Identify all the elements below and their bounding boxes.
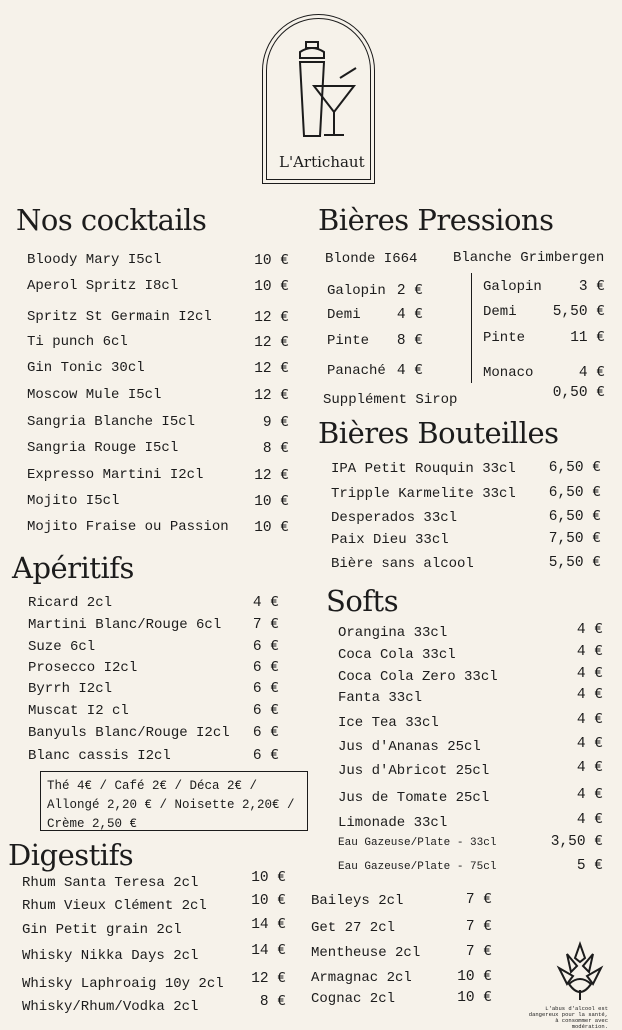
menu-item-price: 6,50 € [548, 485, 601, 501]
hot-drinks-line: Crème 2,50 € [47, 817, 138, 831]
menu-item-name: Whisky Nikka Days 2cl [22, 948, 199, 964]
menu-item-name: Ice Tea 33cl [338, 715, 439, 731]
aperitifs-title: Apéritifs [12, 551, 134, 585]
menu-item-price: 4 € [576, 666, 603, 682]
menu-item-name: Monaco [483, 365, 534, 381]
menu-item-name: Pinte [483, 330, 526, 346]
menu-item-name: Demi [483, 304, 517, 320]
menu-item-price: 5,50 € [552, 304, 605, 320]
menu-item-name: Rhum Vieux Clément 2cl [22, 898, 207, 914]
menu-item-price: 14 € [251, 917, 286, 933]
menu-item-price: 4 € [576, 622, 603, 638]
menu-item-price: 5 € [576, 858, 603, 874]
menu-item-price: 7 € [252, 617, 279, 633]
menu-item-price: 10 € [254, 253, 289, 269]
menu-item-name: Armagnac 2cl [311, 970, 412, 986]
menu-item-price: 12 € [254, 468, 289, 484]
menu-item-name: Mojito Fraise ou Passion [27, 519, 229, 535]
menu-item-price: 12 € [254, 361, 289, 377]
artichoke-icon [555, 940, 605, 1002]
menu-item-price: 6 € [252, 639, 279, 655]
menu-item-name: Spritz St Germain I2cl [27, 309, 212, 325]
menu-item-price: 4 € [576, 687, 603, 703]
menu-item-price: 6 € [252, 748, 279, 764]
menu-item-price: 12 € [254, 310, 289, 326]
menu-item-name: Whisky/Rhum/Vodka 2cl [22, 999, 199, 1015]
menu-item-price: 14 € [251, 943, 286, 959]
menu-item-price: 4 € [576, 736, 603, 752]
menu-item-name: Prosecco I2cl [28, 660, 138, 676]
menu-item-price: 4 € [576, 644, 603, 660]
menu-item-name: Coca Cola 33cl [338, 647, 456, 663]
menu-item-price: 5,50 € [548, 555, 601, 571]
menu-item-name: Bloody Mary I5cl [27, 252, 162, 268]
menu-item-price: 8 € [259, 994, 286, 1010]
menu-item-price: 7 € [465, 919, 492, 935]
menu-item-name: Eau Gazeuse/Plate - 33cl [338, 837, 497, 849]
menu-item-name: Ti punch 6cl [27, 334, 128, 350]
menu-item-name: Fanta 33cl [338, 690, 423, 706]
menu-item-name: Ricard 2cl [28, 595, 113, 611]
menu-item-price: 10 € [251, 893, 286, 909]
menu-item-price: 4 € [252, 595, 279, 611]
menu-item-name: Limonade 33cl [338, 815, 448, 831]
menu-item-name: Banyuls Blanc/Rouge I2cl [28, 725, 230, 741]
syrup-price: 0,50 € [552, 385, 605, 401]
hot-drinks-box [40, 771, 308, 831]
menu-item-price: 6 € [252, 703, 279, 719]
menu-item-name: Jus d'Ananas 25cl [338, 739, 481, 755]
menu-item-price: 6 € [252, 660, 279, 676]
menu-item-price: 10 € [457, 990, 492, 1006]
menu-item-price: 8 € [396, 333, 423, 349]
menu-item-price: 7 € [465, 944, 492, 960]
pression-title: Bières Pressions [318, 203, 554, 237]
menu-item-price: 2 € [396, 283, 423, 299]
hot-drinks-line: Allongé 2,20 € / Noisette 2,20€ / [47, 798, 295, 812]
menu-item-name: Cognac 2cl [311, 991, 396, 1007]
menu-item-price: 12 € [251, 971, 286, 987]
menu-item-price: 12 € [254, 335, 289, 351]
menu-item-price: 3 € [578, 279, 605, 295]
menu-item-price: 4 € [396, 307, 423, 323]
menu-item-name: Baileys 2cl [311, 893, 404, 909]
menu-item-name: Galopin [483, 279, 542, 295]
menu-item-name: Mentheuse 2cl [311, 945, 421, 961]
menu-item-price: 10 € [251, 870, 286, 886]
menu-item-name: Blanc cassis I2cl [28, 748, 171, 764]
menu-item-price: 10 € [457, 969, 492, 985]
menu-item-price: 4 € [396, 363, 423, 379]
menu-item-name: Whisky Laphroaig 10y 2cl [22, 976, 224, 992]
menu-item-name: Byrrh I2cl [28, 681, 113, 697]
menu-item-price: 6,50 € [548, 460, 601, 476]
menu-item-price: 10 € [254, 520, 289, 536]
menu-item-price: 4 € [576, 760, 603, 776]
menu-item-name: Pinte [327, 333, 370, 349]
menu-item-name: Gin Tonic 30cl [27, 360, 145, 376]
cocktail-shaker-icon [290, 38, 360, 143]
menu-item-name: Gin Petit grain 2cl [22, 922, 182, 938]
menu-item-price: 4 € [578, 365, 605, 381]
syrup-label: Supplément Sirop [323, 392, 458, 408]
menu-item-name: Aperol Spritz I8cl [27, 278, 179, 294]
menu-item-name: Mojito I5cl [27, 493, 120, 509]
menu-item-price: 4 € [576, 712, 603, 728]
menu-item-price: 10 € [254, 494, 289, 510]
softs-title: Softs [326, 584, 399, 618]
bouteilles-title: Bières Bouteilles [318, 416, 559, 450]
menu-item-name: Muscat I2 cl [28, 703, 129, 719]
menu-item-name: Expresso Martini I2cl [27, 467, 204, 483]
menu-item-name: Sangria Rouge I5cl [27, 440, 179, 456]
menu-item-price: 11 € [570, 330, 605, 346]
health-warning: L'abus d'alcool est dangereux pour la santé, à consommer avec modération. [528, 1005, 608, 1030]
menu-item-name: Rhum Santa Teresa 2cl [22, 875, 199, 891]
menu-item-name: Coca Cola Zero 33cl [338, 669, 498, 685]
menu-item-name: Jus de Tomate 25cl [338, 790, 490, 806]
digestifs-title: Digestifs [8, 838, 134, 872]
hot-drinks-line: Thé 4€ / Café 2€ / Déca 2€ / [47, 779, 258, 793]
menu-item-name: Moscow Mule I5cl [27, 387, 162, 403]
menu-item-name: Bière sans alcool [331, 556, 474, 572]
menu-item-name: Demi [327, 307, 361, 323]
menu-item-price: 7 € [465, 892, 492, 908]
menu-item-price: 3,50 € [550, 834, 603, 850]
menu-item-price: 8 € [262, 441, 289, 457]
menu-item-name: Paix Dieu 33cl [331, 532, 449, 548]
menu-item-name: Martini Blanc/Rouge 6cl [28, 617, 222, 633]
menu-item-name: Galopin [327, 283, 386, 299]
blanche-heading: Blanche Grimbergen [453, 250, 605, 266]
menu-item-price: 9 € [262, 415, 289, 431]
menu-item-name: Sangria Blanche I5cl [27, 414, 196, 430]
menu-item-price: 10 € [254, 279, 289, 295]
menu-item-name: Tripple Karmelite 33cl [331, 486, 516, 502]
menu-item-price: 6,50 € [548, 509, 601, 525]
pression-divider [471, 273, 472, 383]
cocktails-title: Nos cocktails [16, 203, 207, 237]
menu-item-name: Panaché [327, 363, 386, 379]
menu-item-price: 7,50 € [548, 531, 601, 547]
menu-item-name: Suze 6cl [28, 639, 96, 655]
brand-name: L'Artichaut [279, 153, 365, 171]
menu-item-name: Eau Gazeuse/Plate - 75cl [338, 861, 497, 873]
menu-item-name: Orangina 33cl [338, 625, 448, 641]
menu-item-price: 6 € [252, 725, 279, 741]
menu-item-name: IPA Petit Rouquin 33cl [331, 461, 516, 477]
menu-item-price: 6 € [252, 681, 279, 697]
blonde-heading: Blonde I664 [325, 251, 418, 267]
menu-item-name: Jus d'Abricot 25cl [338, 763, 490, 779]
menu-item-name: Desperados 33cl [331, 510, 458, 526]
menu-item-price: 4 € [576, 812, 603, 828]
menu-item-price: 4 € [576, 787, 603, 803]
menu-item-name: Get 27 2cl [311, 920, 396, 936]
menu-item-price: 12 € [254, 388, 289, 404]
